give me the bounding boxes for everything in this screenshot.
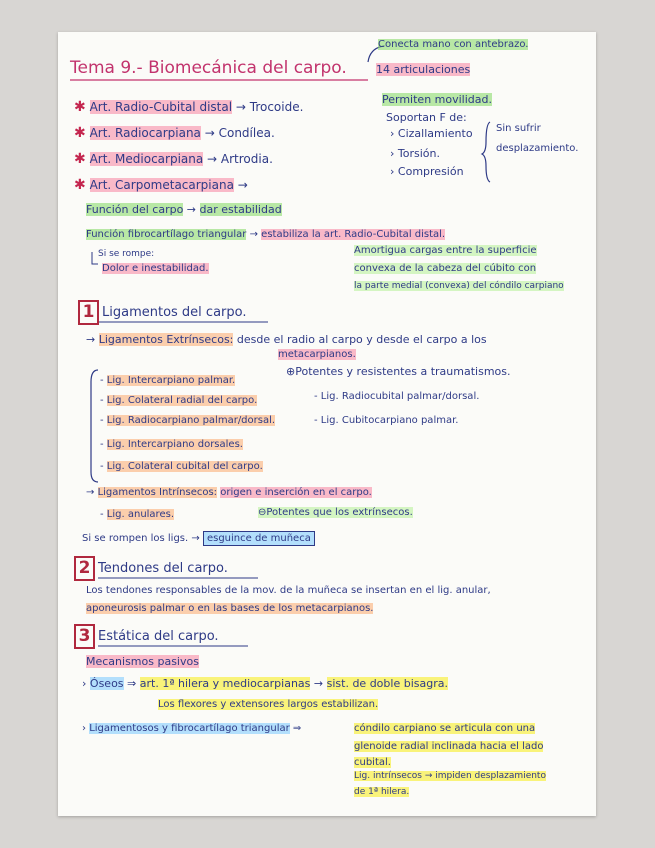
intrinsic-label: Ligamentos Intrínsecos: <box>97 487 218 498</box>
section-number: 2 <box>74 556 95 581</box>
bones-label: Óseos <box>89 677 124 690</box>
joint-name: Art. Carpometacarpiana <box>89 178 234 192</box>
lig-item-right: Lig. Cubitocarpiano palmar. <box>320 415 459 426</box>
lig-item: Lig. Colateral radial del carpo. <box>106 395 258 406</box>
force-item: Cizallamiento <box>397 127 473 140</box>
break-ligs-label: Si se rompen los ligs. <box>82 533 189 544</box>
force-item: Torsión. <box>397 147 440 160</box>
tendons-text-line1: Los tendones responsables de la mov. de la muñeca se insertan en el lig. anular, <box>86 585 491 596</box>
joint-name: Art. Mediocarpiana <box>89 152 204 166</box>
break-question: Si se rompe: <box>98 249 155 259</box>
ligamentous-line3: cubital. <box>354 757 391 768</box>
break-answer: Dolor e inestabilidad. <box>102 263 209 274</box>
supports-note: Soportan F de: <box>386 111 467 124</box>
absorb-line2: convexa de la cabeza del cúbito con <box>354 263 537 274</box>
lig-item: Lig. Colateral cubital del carpo. <box>106 461 263 472</box>
mobility-note: Permiten movilidad. <box>382 93 492 106</box>
star-bullet-icon: ✱ <box>74 99 86 115</box>
joint-type: Condílea. <box>218 126 275 140</box>
absorb-line1: Amortigua cargas entre la superficie <box>354 245 537 256</box>
absorb-line3: la parte medial (convexa) del cóndilo carpiano <box>354 281 564 291</box>
bones-result: sist. de doble bisagra. <box>326 677 448 690</box>
bones-value: art. 1ª hilera y mediocarpianas <box>139 677 311 690</box>
page-title: Tema 9.- Biomecánica del carpo. <box>70 58 347 78</box>
extrinsic-note: ⊕Potentes y resistentes a traumatismos. <box>286 365 511 378</box>
section-number: 3 <box>74 624 95 649</box>
no-suffer-line1: Sin sufrir <box>496 123 541 134</box>
star-bullet-icon: ✱ <box>74 125 86 141</box>
section-title: Tendones del carpo. <box>98 561 228 576</box>
no-suffer-line2: desplazamiento. <box>496 143 579 154</box>
section-title: Estática del carpo. <box>98 629 219 644</box>
section-number: 1 <box>78 300 99 325</box>
joint-name: Art. Radiocarpiana <box>89 126 201 140</box>
extrinsic-desc: desde el radio al carpo y desde el carpo a los <box>236 333 487 346</box>
lig-item: Lig. Intercarpiano palmar. <box>106 375 236 386</box>
passive-mechanisms: Mecanismos pasivos <box>86 655 199 668</box>
ligamentous-label: Ligamentosos y fibrocartílago triangular <box>89 723 290 734</box>
ligamentous-line5: de 1ª hilera. <box>354 787 410 797</box>
flexors-note: Los flexores y extensores largos estabilizan. <box>158 699 379 710</box>
joint-type: Trocoide. <box>249 100 304 114</box>
notebook-page: Conecta mano con antebrazo. Tema 9.- Biomecánica del carpo. 14 articulaciones Permiten movilidad. Soportan F de: › Cizallamiento › Torsión. › Compresión Sin sufrir desplazamiento. ✱ Art. Radio-Cubital distal → Trocoide. ✱ Art. Radiocarpiana → Condílea. ✱ Art. Mediocarpiana → Artrodia. ✱ Art. Carpometacarpiana → Función del carpo → dar estabilidad Función fibrocartílago triangular → estabiliza la art. Radio-Cubital distal. Si se rompe: Dolor e inestabilidad. Amortigua cargas entre la superficie convexa de la cabeza del cúbito con la parte medial (convexa) del cóndilo carpiano 1 Ligamentos del carpo. → Ligamentos Extrínsecos: desde el radio al carpo y desde el carpo a los metacarpianos. ⊕Potentes y resistentes a traumatismos. - Lig. Intercarpiano palmar. - Lig. Colateral radial del carpo. - Lig. Radiocarpiano palmar/dorsal. - Lig. Intercarpiano dorsales. - Lig. Colateral cubital del carpo. - Lig. Radiocubital palmar/dorsal. - Lig. Cubitocarpiano palmar. → Ligamentos Intrínsecos: origen e inserción en el carpo. - Lig. anulares. ⊖Potentes que los extrínsecos. Si se rompen los ligs. → esguince de muñeca 2 Tendones del carpo. Los tendones responsables de la mov. de la muñeca se insertan en el lig. anular, aponeurosis palmar o en las bases de los metacarpianos. 3 Estática del carpo. Mecanismos pasivos › Óseos ⇒ art. 1ª hilera y mediocarpianas → sist. de doble bisagra. Los flexores y extensores largos estabilizan. › Ligamentosos y fibrocartílago triangular ⇒ cóndilo carpiano se articula con una glenoide radial inclinada hacia el lado cubital. Lig. intrínsecos → impiden desplazamiento de 1ª hilera. <box>58 32 596 816</box>
lig-item-right: Lig. Radiocubital palmar/dorsal. <box>320 391 480 402</box>
ligamentous-line1: cóndilo carpiano se articula con una <box>354 723 536 734</box>
connects-note: Conecta mano con antebrazo. <box>378 39 529 50</box>
function-carpo-value: dar estabilidad <box>199 203 282 216</box>
tendons-text-line2: aponeurosis palmar o en las bases de los metacarpianos. <box>86 603 374 614</box>
function-fcft-label: Función fibrocartílago triangular <box>86 229 247 240</box>
extrinsic-label: Ligamentos Extrínsecos: <box>98 333 234 346</box>
lig-item: Lig. Radiocarpiano palmar/dorsal. <box>106 415 276 426</box>
break-ligs-value: esguince de muñeca <box>203 531 315 546</box>
joint-name: Art. Radio-Cubital distal <box>89 100 233 114</box>
function-carpo-label: Función del carpo <box>86 203 184 216</box>
function-fcft-value: estabiliza la art. Radio-Cubital distal. <box>261 229 446 240</box>
extrinsic-desc2: metacarpianos. <box>278 349 356 360</box>
ligamentous-line4: Lig. intrínsecos → impiden desplazamiento <box>354 771 546 781</box>
lig-item: Lig. Intercarpiano dorsales. <box>106 439 243 450</box>
force-item: Compresión <box>397 165 464 178</box>
section-title: Ligamentos del carpo. <box>102 305 247 320</box>
star-bullet-icon: ✱ <box>74 177 86 193</box>
annular-ligs: Lig. anulares. <box>106 509 174 520</box>
joints-count: 14 articulaciones <box>376 63 471 76</box>
intrinsic-desc: origen e inserción en el carpo. <box>220 487 372 498</box>
ligamentous-line2: glenoide radial inclinada hacia el lado <box>354 741 544 752</box>
star-bullet-icon: ✱ <box>74 151 86 167</box>
intrinsic-note: ⊖Potentes que los extrínsecos. <box>258 507 413 518</box>
joint-type: Artrodia. <box>220 152 273 166</box>
